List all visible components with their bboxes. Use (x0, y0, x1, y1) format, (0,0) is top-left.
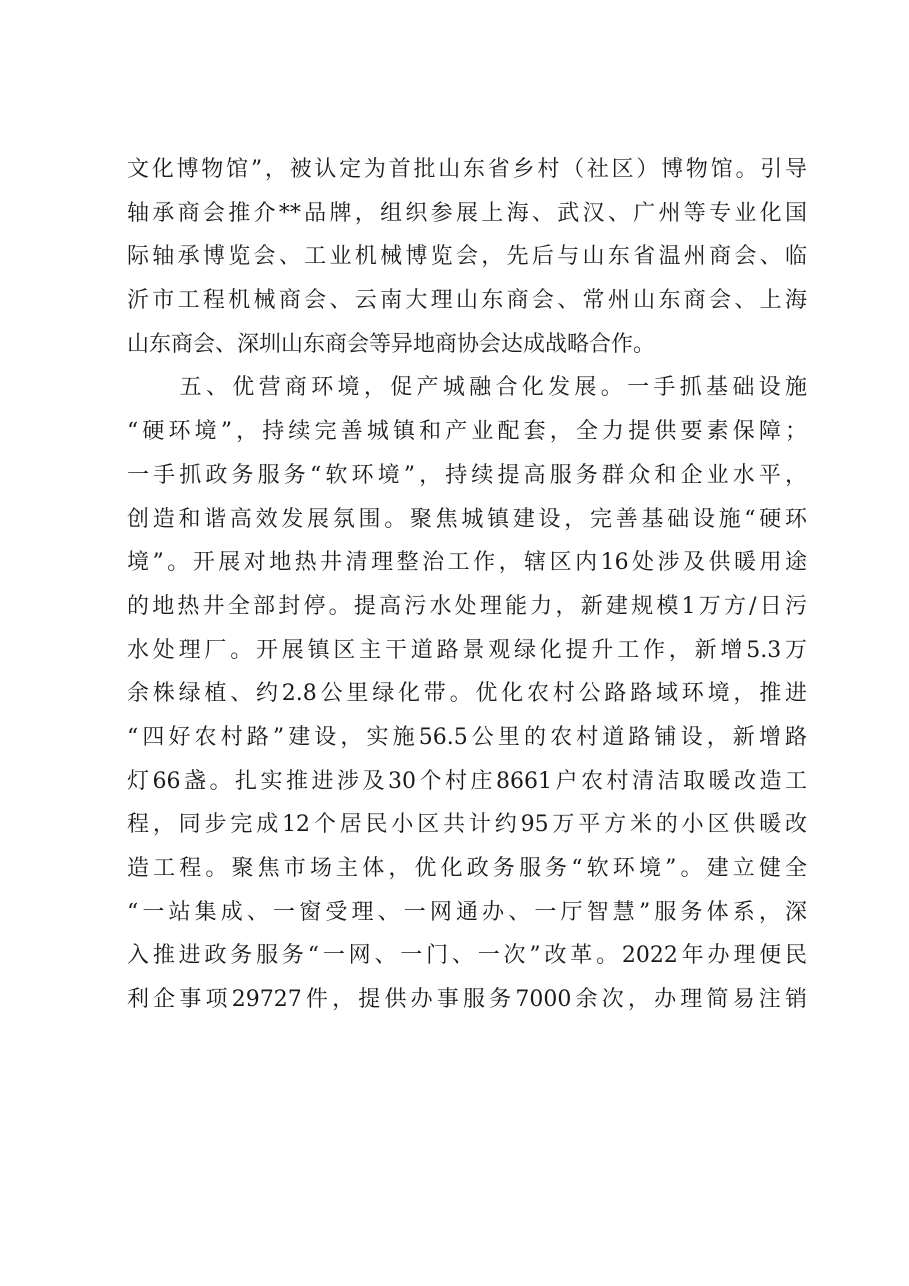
text-line: “四好农村路”建设，实施56.5公里的农村道路铺设，新增路 (127, 724, 807, 750)
paragraph-chamber-of-commerce (127, 148, 807, 366)
text-line: 利企事项29727件，提供办事服务7000余次，办理简易注销 (127, 987, 807, 1013)
text-line: “一站集成、一窗受理、一网通办、一厅智慧”服务体系，深 (127, 899, 807, 925)
text-line: 文化博物馆”，被认定为首批山东省乡村（社区）博物馆。引导 (127, 157, 807, 182)
text-line: 一手抓政务服务“软环境”，持续提高服务群众和企业水平， (127, 462, 807, 488)
text-line: 的地热井全部封停。提高污水处理能力，新建规模1万方/日污 (127, 593, 807, 619)
text-line: 际轴承博览会、工业机械博览会，先后与山东省温州商会、临 (127, 244, 807, 270)
text-line: 余株绿植、约2.8公里绿化带。优化农村公路路域环境，推进 (127, 681, 807, 707)
text-line: 灯66盏。扎实推进涉及30个村庄8661户农村清洁取暖改造工 (127, 768, 807, 794)
text-line: 境”。开展对地热井清理整治工作，辖区内16处涉及供暖用途 (127, 550, 807, 576)
text-line: 山东商会、深圳山东商会等异地商协会达成战略合作。 (127, 331, 656, 357)
document-body (127, 148, 807, 1022)
text-line: 五、优营商环境，促产城融合化发展。一手抓基础设施 (127, 375, 807, 401)
text-line: 造工程。聚焦市场主体，优化政务服务“软环境”。建立健全 (127, 856, 807, 881)
text-line: 水处理厂。开展镇区主干道路景观绿化提升工作，新增5.3万 (127, 637, 807, 663)
text-line: 沂市工程机械商会、云南大理山东商会、常州山东商会、上海 (127, 288, 807, 314)
paragraph-business-environment (127, 366, 807, 1021)
text-line: 程，同步完成12个居民小区共计约95万平方米的小区供暖改 (127, 812, 807, 838)
text-line: 创造和谐高效发展氛围。聚焦城镇建设，完善基础设施“硬环 (127, 506, 807, 532)
text-line: 轴承商会推介**品牌，组织参展上海、武汉、广州等专业化国 (127, 200, 807, 226)
text-line: “硬环境”，持续完善城镇和产业配套，全力提供要素保障； (127, 419, 807, 445)
text-line: 入推进政务服务“一网、一门、一次”改革。2022年办理便民 (127, 943, 807, 969)
